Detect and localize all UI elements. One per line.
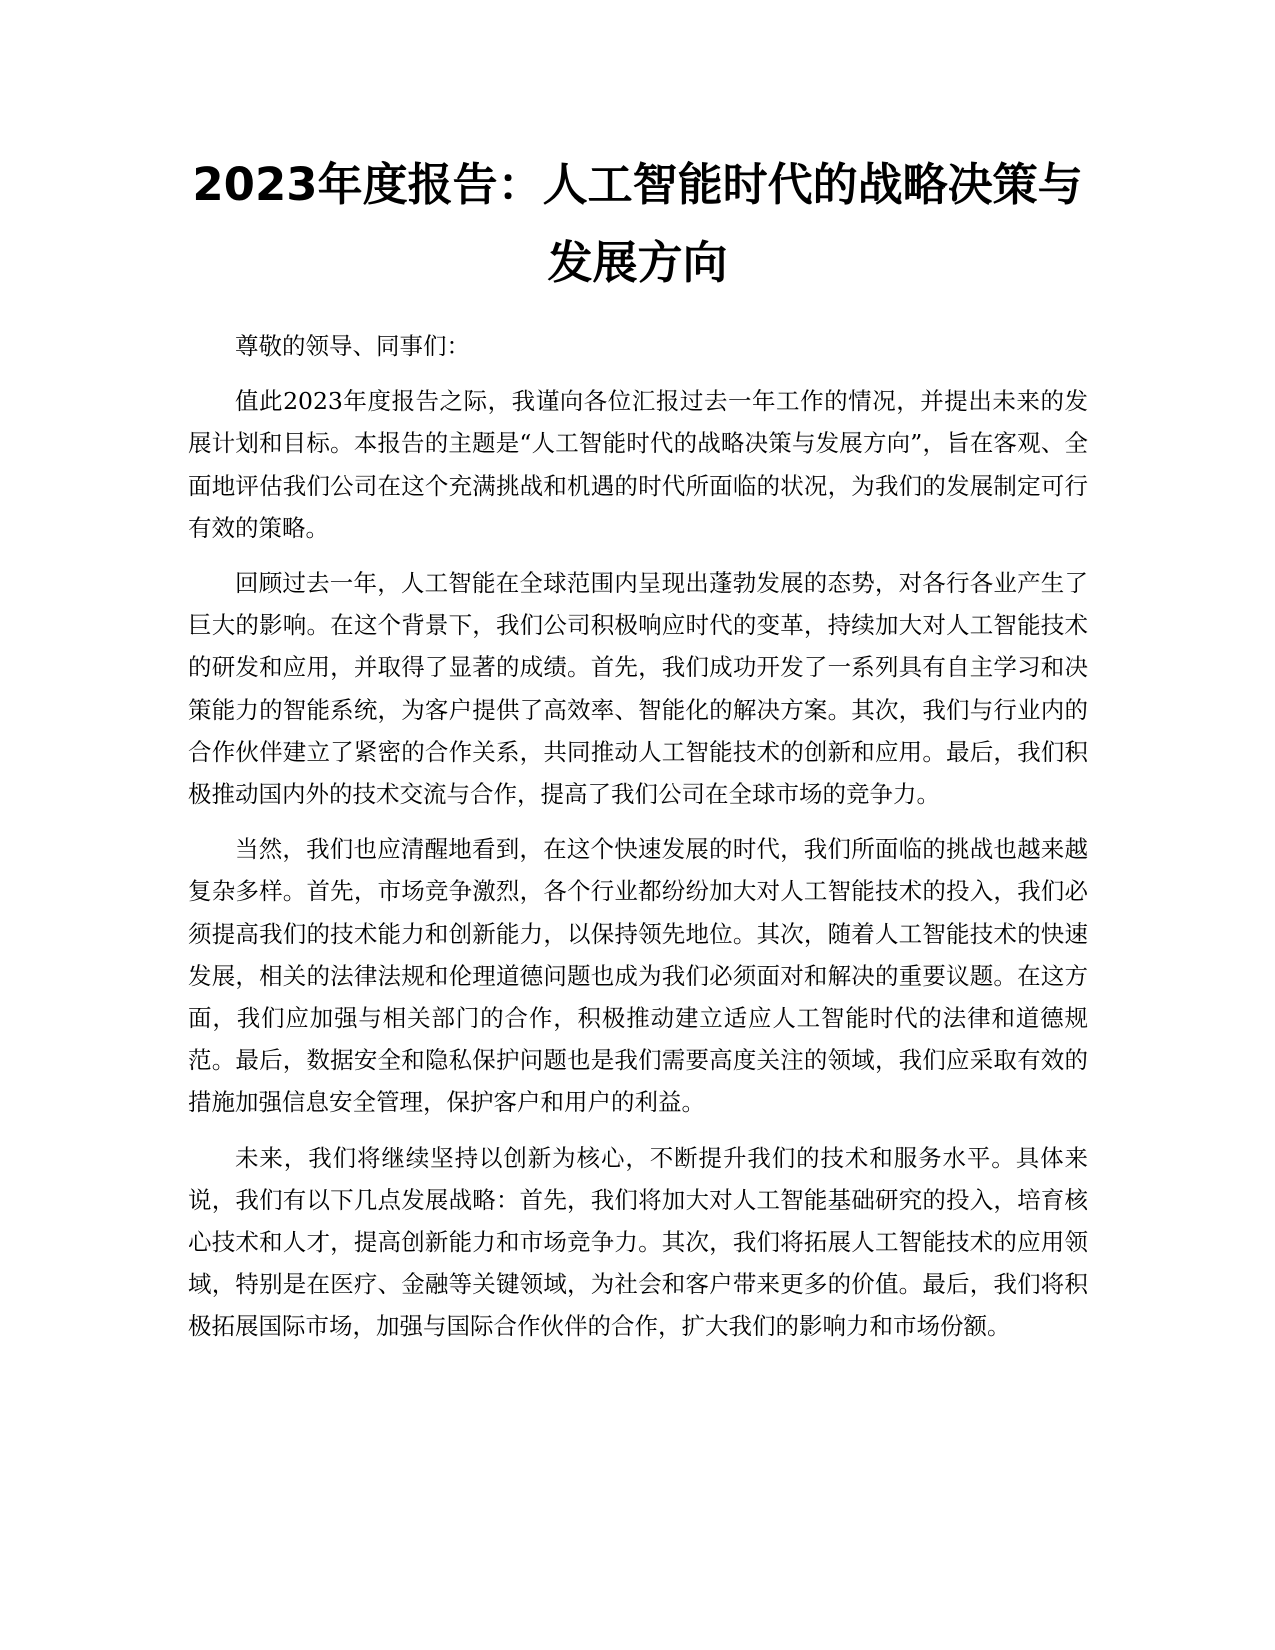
document-title [150, 146, 1125, 302]
paragraph-introduction: 值此2023年度报告之际，我谨向各位汇报过去一年工作的情况，并提出未来的发展计划和目标。本报告的主题是“人工智能时代的战略决策与发展方向”，旨在客观、全面地评估我们公司在这个充满挑战和机遇的时代所面临的状况，为我们的发展制定可行有效的策略。 [188, 387, 1088, 542]
paragraph-future-strategy: 未来，我们将继续坚持以创新为核心，不断提升我们的技术和服务水平。具体来说，我们有以下几点发展战略：首先，我们将加大对人工智能基础研究的投入，培育核心技术和人才，提高创新能力和市场竞争力。其次，我们将拓展人工智能技术的应用领域，特别是在医疗、金融等关键领域，为社会和客户带来更多的价值。最后，我们将积极拓展国际市场，加强与国际合作伙伴的合作，扩大我们的影响力和市场份额。 [188, 1143, 1088, 1341]
salutation: 尊敬的领导、同事们： [235, 332, 470, 360]
title-line-2: 发展方向 [547, 236, 728, 289]
paragraph-challenges: 当然，我们也应清醒地看到，在这个快速发展的时代，我们所面临的挑战也越来越复杂多样。首先，市场竞争激烈，各个行业都纷纷加大对人工智能技术的投入，我们必须提高我们的技术能力和创新能力，以保持领先地位。其次，随着人工智能技术的快速发展，相关的法律法规和伦理道德问题也成为我们必须面对和解决的重要议题。在这方面，我们应加强与相关部门的合作，积极推动建立适应人工智能时代的法律和道德规范。最后，数据安全和隐私保护问题也是我们需要高度关注的领域，我们应采取有效的措施加强信息安全管理，保护客户和用户的利益。 [188, 835, 1088, 1117]
paragraph-review: 回顾过去一年，人工智能在全球范围内呈现出蓬勃发展的态势，对各行各业产生了巨大的影响。在这个背景下，我们公司积极响应时代的变革，持续加大对人工智能技术的研发和应用，并取得了显著的成绩。首先，我们成功开发了一系列具有自主学习和决策能力的智能系统，为客户提供了高效率、智能化的解决方案。其次，我们与行业内的合作伙伴建立了紧密的合作关系，共同推动人工智能技术的创新和应用。最后，我们积极推动国内外的技术交流与合作，提高了我们公司在全球市场的竞争力。 [188, 569, 1088, 809]
document-body [188, 325, 1088, 1361]
title-line-1: 2023年度报告：人工智能时代的战略决策与 [192, 158, 1083, 211]
